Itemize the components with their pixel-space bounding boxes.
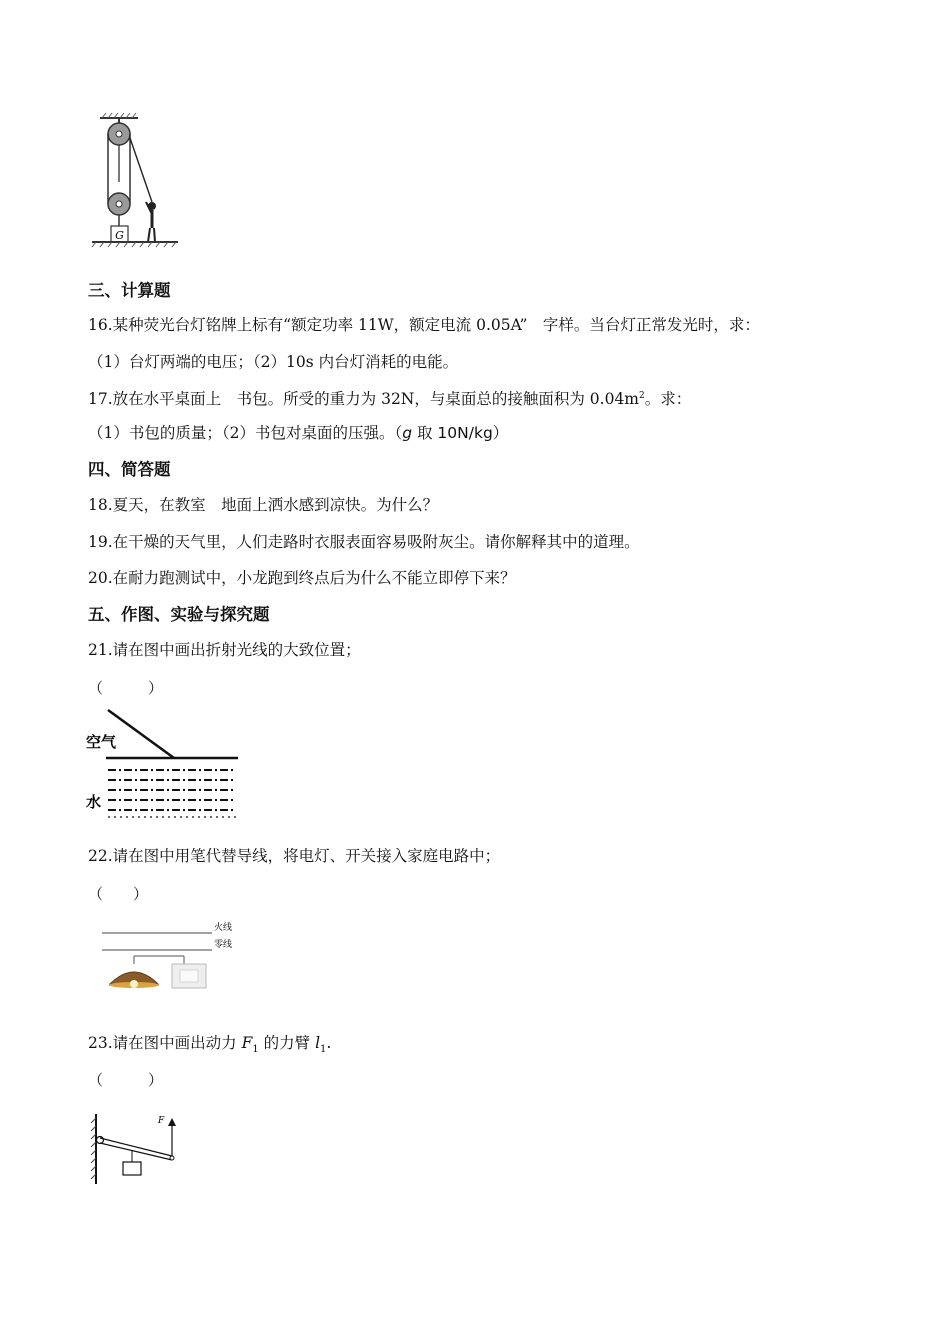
refraction-figure — [86, 706, 242, 822]
question-17-line-2-text: （1）书包的质量；（2）书包对桌面的压强。（ — [88, 424, 403, 442]
question-21: 21.请在图中画出折射光线的大致位置； — [88, 641, 361, 659]
water-label: 水 — [86, 793, 102, 811]
question-23-text: 23.请在图中画出动力 — [88, 1034, 242, 1052]
question-16-line-2: （1）台灯两端的电压；（2）10s 内台灯消耗的电能。 — [88, 353, 459, 371]
question-18: 18.夏天，在教室 地面上洒水感到凉快。为什么？ — [88, 496, 439, 514]
live-wire-label: 火线 — [214, 923, 233, 933]
lever-force-label: F — [158, 1116, 165, 1126]
question-23-answer-blank: （ ） — [88, 1071, 164, 1089]
question-20: 20.在耐力跑测试中，小龙跑到终点后为什么不能立即停下来？ — [88, 569, 516, 587]
question-17-exponent: 2 — [639, 391, 645, 401]
question-17-g-symbol: g — [402, 424, 413, 442]
question-21-answer-blank: （ ） — [88, 679, 164, 697]
question-19: 19.在干燥的天气里，人们走路时衣服表面容易吸附灰尘。请你解释其中的道理。 — [88, 533, 640, 551]
lever-arm-symbol: l — [315, 1034, 321, 1052]
section-heading-short-answer: 四、简答题 — [88, 460, 171, 479]
lever-figure — [86, 1110, 186, 1188]
force-subscript: 1 — [252, 1044, 259, 1056]
question-17-line-2 — [88, 423, 508, 443]
pulley-figure — [86, 112, 186, 248]
question-22-answer-blank: （ ） — [88, 885, 149, 903]
question-17-line-1 — [88, 386, 691, 409]
question-17-line-1-tail: 。求： — [644, 390, 692, 409]
neutral-wire-label: 零线 — [214, 940, 233, 950]
weight-label: G — [115, 229, 124, 242]
question-17-line-1-text: 17.放在水平桌面上 书包。所受的重力为 32N，与桌面总的接触面积为 0.04m — [88, 390, 640, 409]
question-16-line-1: 16.某种荧光台灯铭牌上标有“额定功率 11W，额定电流 0.05A” 字样。当台灯正常发光时，求： — [88, 316, 760, 334]
question-17-line-2-tail: 取 10N/kg） — [412, 424, 509, 442]
lever-arm-subscript: 1 — [320, 1044, 327, 1056]
question-23-period: . — [326, 1034, 332, 1052]
force-symbol: F — [241, 1034, 253, 1052]
household-circuit-figure — [100, 920, 240, 992]
air-label: 空气 — [86, 733, 117, 751]
section-heading-drawing: 五、作图、实验与探究题 — [88, 605, 270, 624]
question-23 — [88, 1033, 331, 1060]
question-23-text-2: 的力臂 — [258, 1034, 316, 1052]
section-heading-calc: 三、计算题 — [88, 281, 171, 300]
question-22: 22.请在图中用笔代替导线，将电灯、开关接入家庭电路中； — [88, 847, 501, 865]
